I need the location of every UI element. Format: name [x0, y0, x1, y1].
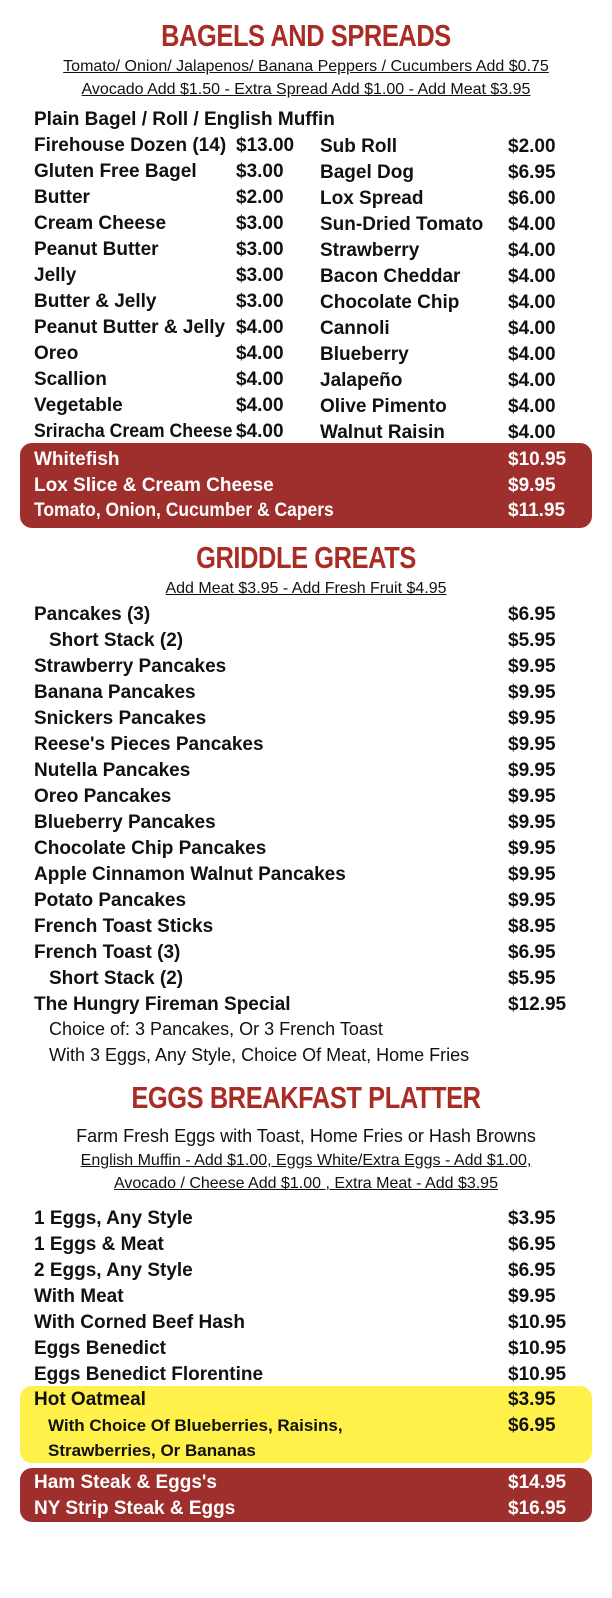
- bagel-right-item-price: $4.00: [508, 370, 556, 391]
- bagels-note-toppings: Tomato/ Onion/ Jalapenos/ Banana Peppers / Cucumbers Add $0.75: [63, 58, 549, 75]
- eggs-item-price: $10.95: [508, 1312, 567, 1333]
- bagels-subhead: Plain Bagel / Roll / English Muffin: [34, 109, 335, 130]
- griddle-item-label: Banana Pancakes: [34, 682, 196, 703]
- oatmeal-price: $3.95: [508, 1389, 556, 1410]
- bagel-special-item-label: Whitefish: [34, 449, 120, 470]
- griddle-item-label: Reese's Pieces Pancakes: [34, 734, 264, 755]
- bagel-left-item-price: $3.00: [236, 213, 284, 234]
- eggs-item-label: 1 Eggs & Meat: [34, 1234, 164, 1255]
- bagel-left-item-label: Butter: [34, 187, 90, 208]
- bagel-right-item-label: Lox Spread: [320, 188, 424, 209]
- griddle-item-price: $9.95: [508, 708, 556, 729]
- griddle-item-label: Oreo Pancakes: [34, 786, 172, 807]
- bagel-right-item-label: Sun-Dried Tomato: [320, 214, 484, 235]
- oatmeal-sub-1: With Choice Of Blueberries, Raisins,: [48, 1416, 343, 1435]
- eggs-item-price: $6.95: [508, 1260, 556, 1281]
- bagel-special-item-label: Lox Slice & Cream Cheese: [34, 474, 274, 496]
- bagel-right-item-label: Blueberry: [320, 344, 409, 365]
- griddle-item-price: $12.95: [508, 994, 567, 1015]
- bagel-left-item-label: Oreo: [34, 343, 79, 364]
- bagel-right-item-price: $4.00: [508, 266, 556, 287]
- griddle-item-label: Snickers Pancakes: [34, 708, 207, 729]
- eggs-special-item-label: NY Strip Steak & Eggs: [34, 1498, 236, 1519]
- eggs-item-label: With Corned Beef Hash: [34, 1312, 245, 1333]
- griddle-item-price: $9.95: [508, 656, 556, 677]
- bagel-left-item-label: Cream Cheese: [34, 213, 167, 234]
- griddle-item-label: Strawberry Pancakes: [34, 656, 227, 677]
- bagel-left-item-label: Peanut Butter & Jelly: [34, 317, 226, 338]
- eggs-intro: Farm Fresh Eggs with Toast, Home Fries or Hash Browns: [76, 1126, 536, 1146]
- griddle-item-price: $9.95: [508, 838, 556, 859]
- eggs-item-label: Eggs Benedict Florentine: [34, 1364, 264, 1385]
- eggs-item-price: $6.95: [508, 1234, 556, 1255]
- bagel-right-item-price: $2.00: [508, 136, 556, 157]
- oatmeal-sub-price: $6.95: [508, 1415, 556, 1436]
- bagel-left-item-price: $4.00: [236, 343, 284, 364]
- griddle-item-price: $9.95: [508, 760, 556, 781]
- bagel-left-item-label: Vegetable: [34, 395, 123, 416]
- griddle-item-label: The Hungry Fireman Special: [34, 994, 291, 1015]
- griddle-item-price: $6.95: [508, 942, 556, 963]
- griddle-note: Add Meat $3.95 - Add Fresh Fruit $4.95: [165, 580, 447, 597]
- bagel-left-item-label: Gluten Free Bagel: [34, 161, 197, 182]
- bagel-special-item-price: $9.95: [508, 474, 556, 496]
- bagel-right-item-price: $4.00: [508, 214, 556, 235]
- bagel-right-item-price: $6.00: [508, 188, 556, 209]
- griddle-title: GRIDDLE GREATS: [196, 540, 416, 575]
- bagel-left-item-price: $3.00: [236, 239, 284, 260]
- eggs-special-item-price: $16.95: [508, 1498, 567, 1519]
- bagel-left-item-price: $3.00: [236, 265, 284, 286]
- eggs-note-2: Avocado / Cheese Add $1.00 , Extra Meat - Add $3.95: [114, 1175, 498, 1192]
- bagel-left-item-price: $3.00: [236, 161, 284, 182]
- bagel-right-item-price: $4.00: [508, 396, 556, 417]
- bagel-left-item-label: Scallion: [34, 369, 107, 390]
- griddle-item-price: $8.95: [508, 916, 556, 937]
- griddle-item-price: $5.95: [508, 968, 556, 989]
- eggs-item-label: 1 Eggs, Any Style: [34, 1208, 193, 1229]
- bagel-right-item-label: Bacon Cheddar: [320, 266, 461, 287]
- eggs-note-1: English Muffin - Add $1.00, Eggs White/Extra Eggs - Add $1.00,: [80, 1152, 532, 1169]
- bagel-right-item-label: Cannoli: [320, 318, 390, 339]
- bagel-left-item-price: $13.00: [236, 135, 295, 156]
- griddle-item-label: Potato Pancakes: [34, 890, 187, 911]
- bagel-right-item-price: $4.00: [508, 292, 556, 313]
- bagel-right-item-label: Jalapeño: [320, 370, 403, 391]
- bagel-right-item-price: $4.00: [508, 344, 556, 365]
- bagel-right-item-price: $4.00: [508, 318, 556, 339]
- eggs-item-price: $3.95: [508, 1208, 556, 1229]
- griddle-item-price: $9.95: [508, 890, 556, 911]
- bagel-left-item-label: Firehouse Dozen (14): [34, 135, 227, 156]
- bagel-left-item-label: Jelly: [34, 265, 77, 286]
- eggs-title: EGGS BREAKFAST PLATTER: [131, 1080, 481, 1115]
- bagel-left-item-price: $4.00: [236, 421, 284, 442]
- bagel-right-item-label: Bagel Dog: [320, 162, 414, 183]
- bagel-special-item-label: Tomato, Onion, Cucumber & Capers: [34, 500, 334, 521]
- bagel-right-item-price: $4.00: [508, 422, 556, 443]
- griddle-item-price: $9.95: [508, 812, 556, 833]
- bagel-left-item-label: Peanut Butter: [34, 239, 159, 260]
- griddle-item-price: $9.95: [508, 682, 556, 703]
- griddle-item-label: Chocolate Chip Pancakes: [34, 838, 267, 859]
- bagel-special-item-price: $10.95: [508, 449, 567, 470]
- griddle-item-label: French Toast Sticks: [34, 916, 214, 937]
- griddle-item-label: Short Stack (2): [49, 968, 184, 989]
- griddle-item-label: Nutella Pancakes: [34, 760, 191, 781]
- bagel-right-item-price: $4.00: [508, 240, 556, 261]
- bagel-special-item-price: $11.95: [508, 500, 566, 521]
- bagel-right-item-label: Strawberry: [320, 240, 420, 261]
- bagel-left-item-price: $4.00: [236, 369, 284, 390]
- hungry-fireman-desc-1: Choice of: 3 Pancakes, Or 3 French Toast: [49, 1019, 383, 1039]
- griddle-item-price: $9.95: [508, 864, 556, 885]
- bagels-title: BAGELS AND SPREADS: [161, 18, 451, 53]
- oatmeal-sub-2: Strawberries, Or Bananas: [48, 1441, 256, 1460]
- oatmeal-label: Hot Oatmeal: [34, 1389, 146, 1410]
- bagels-note-extras: Avocado Add $1.50 - Extra Spread Add $1.00 - Add Meat $3.95: [81, 81, 531, 98]
- eggs-item-price: $9.95: [508, 1286, 556, 1307]
- griddle-item-label: Apple Cinnamon Walnut Pancakes: [34, 864, 346, 885]
- griddle-item-label: Blueberry Pancakes: [34, 812, 216, 833]
- bagel-left-item-price: $3.00: [236, 291, 284, 312]
- bagel-right-item-label: Sub Roll: [320, 136, 398, 157]
- eggs-special-item-price: $14.95: [508, 1472, 567, 1493]
- griddle-item-price: $5.95: [508, 630, 556, 651]
- eggs-item-price: $10.95: [508, 1364, 567, 1385]
- bagel-right-item-label: Olive Pimento: [320, 396, 447, 417]
- griddle-item-label: French Toast (3): [34, 942, 181, 963]
- bagel-right-item-label: Chocolate Chip: [320, 292, 460, 313]
- bagel-right-item-price: $6.95: [508, 162, 556, 183]
- griddle-item-label: Short Stack (2): [49, 630, 184, 651]
- bagel-right-item-label: Walnut Raisin: [320, 422, 445, 443]
- griddle-item-label: Pancakes (3): [34, 604, 151, 625]
- eggs-item-label: 2 Eggs, Any Style: [34, 1260, 193, 1281]
- griddle-item-price: $9.95: [508, 786, 556, 807]
- bagel-left-item-price: $4.00: [236, 395, 284, 416]
- bagel-left-item-price: $2.00: [236, 187, 284, 208]
- bagel-left-item-label: Butter & Jelly: [34, 291, 157, 312]
- hungry-fireman-desc-2: With 3 Eggs, Any Style, Choice Of Meat, Home Fries: [49, 1045, 470, 1065]
- bagel-left-item-label: Sriracha Cream Cheese: [34, 421, 233, 442]
- eggs-special-item-label: Ham Steak & Eggs's: [34, 1472, 217, 1493]
- eggs-item-price: $10.95: [508, 1338, 567, 1359]
- eggs-item-label: With Meat: [34, 1286, 124, 1307]
- bagel-left-item-price: $4.00: [236, 317, 284, 338]
- griddle-item-price: $6.95: [508, 604, 556, 625]
- griddle-item-price: $9.95: [508, 734, 556, 755]
- eggs-item-label: Eggs Benedict: [34, 1338, 166, 1359]
